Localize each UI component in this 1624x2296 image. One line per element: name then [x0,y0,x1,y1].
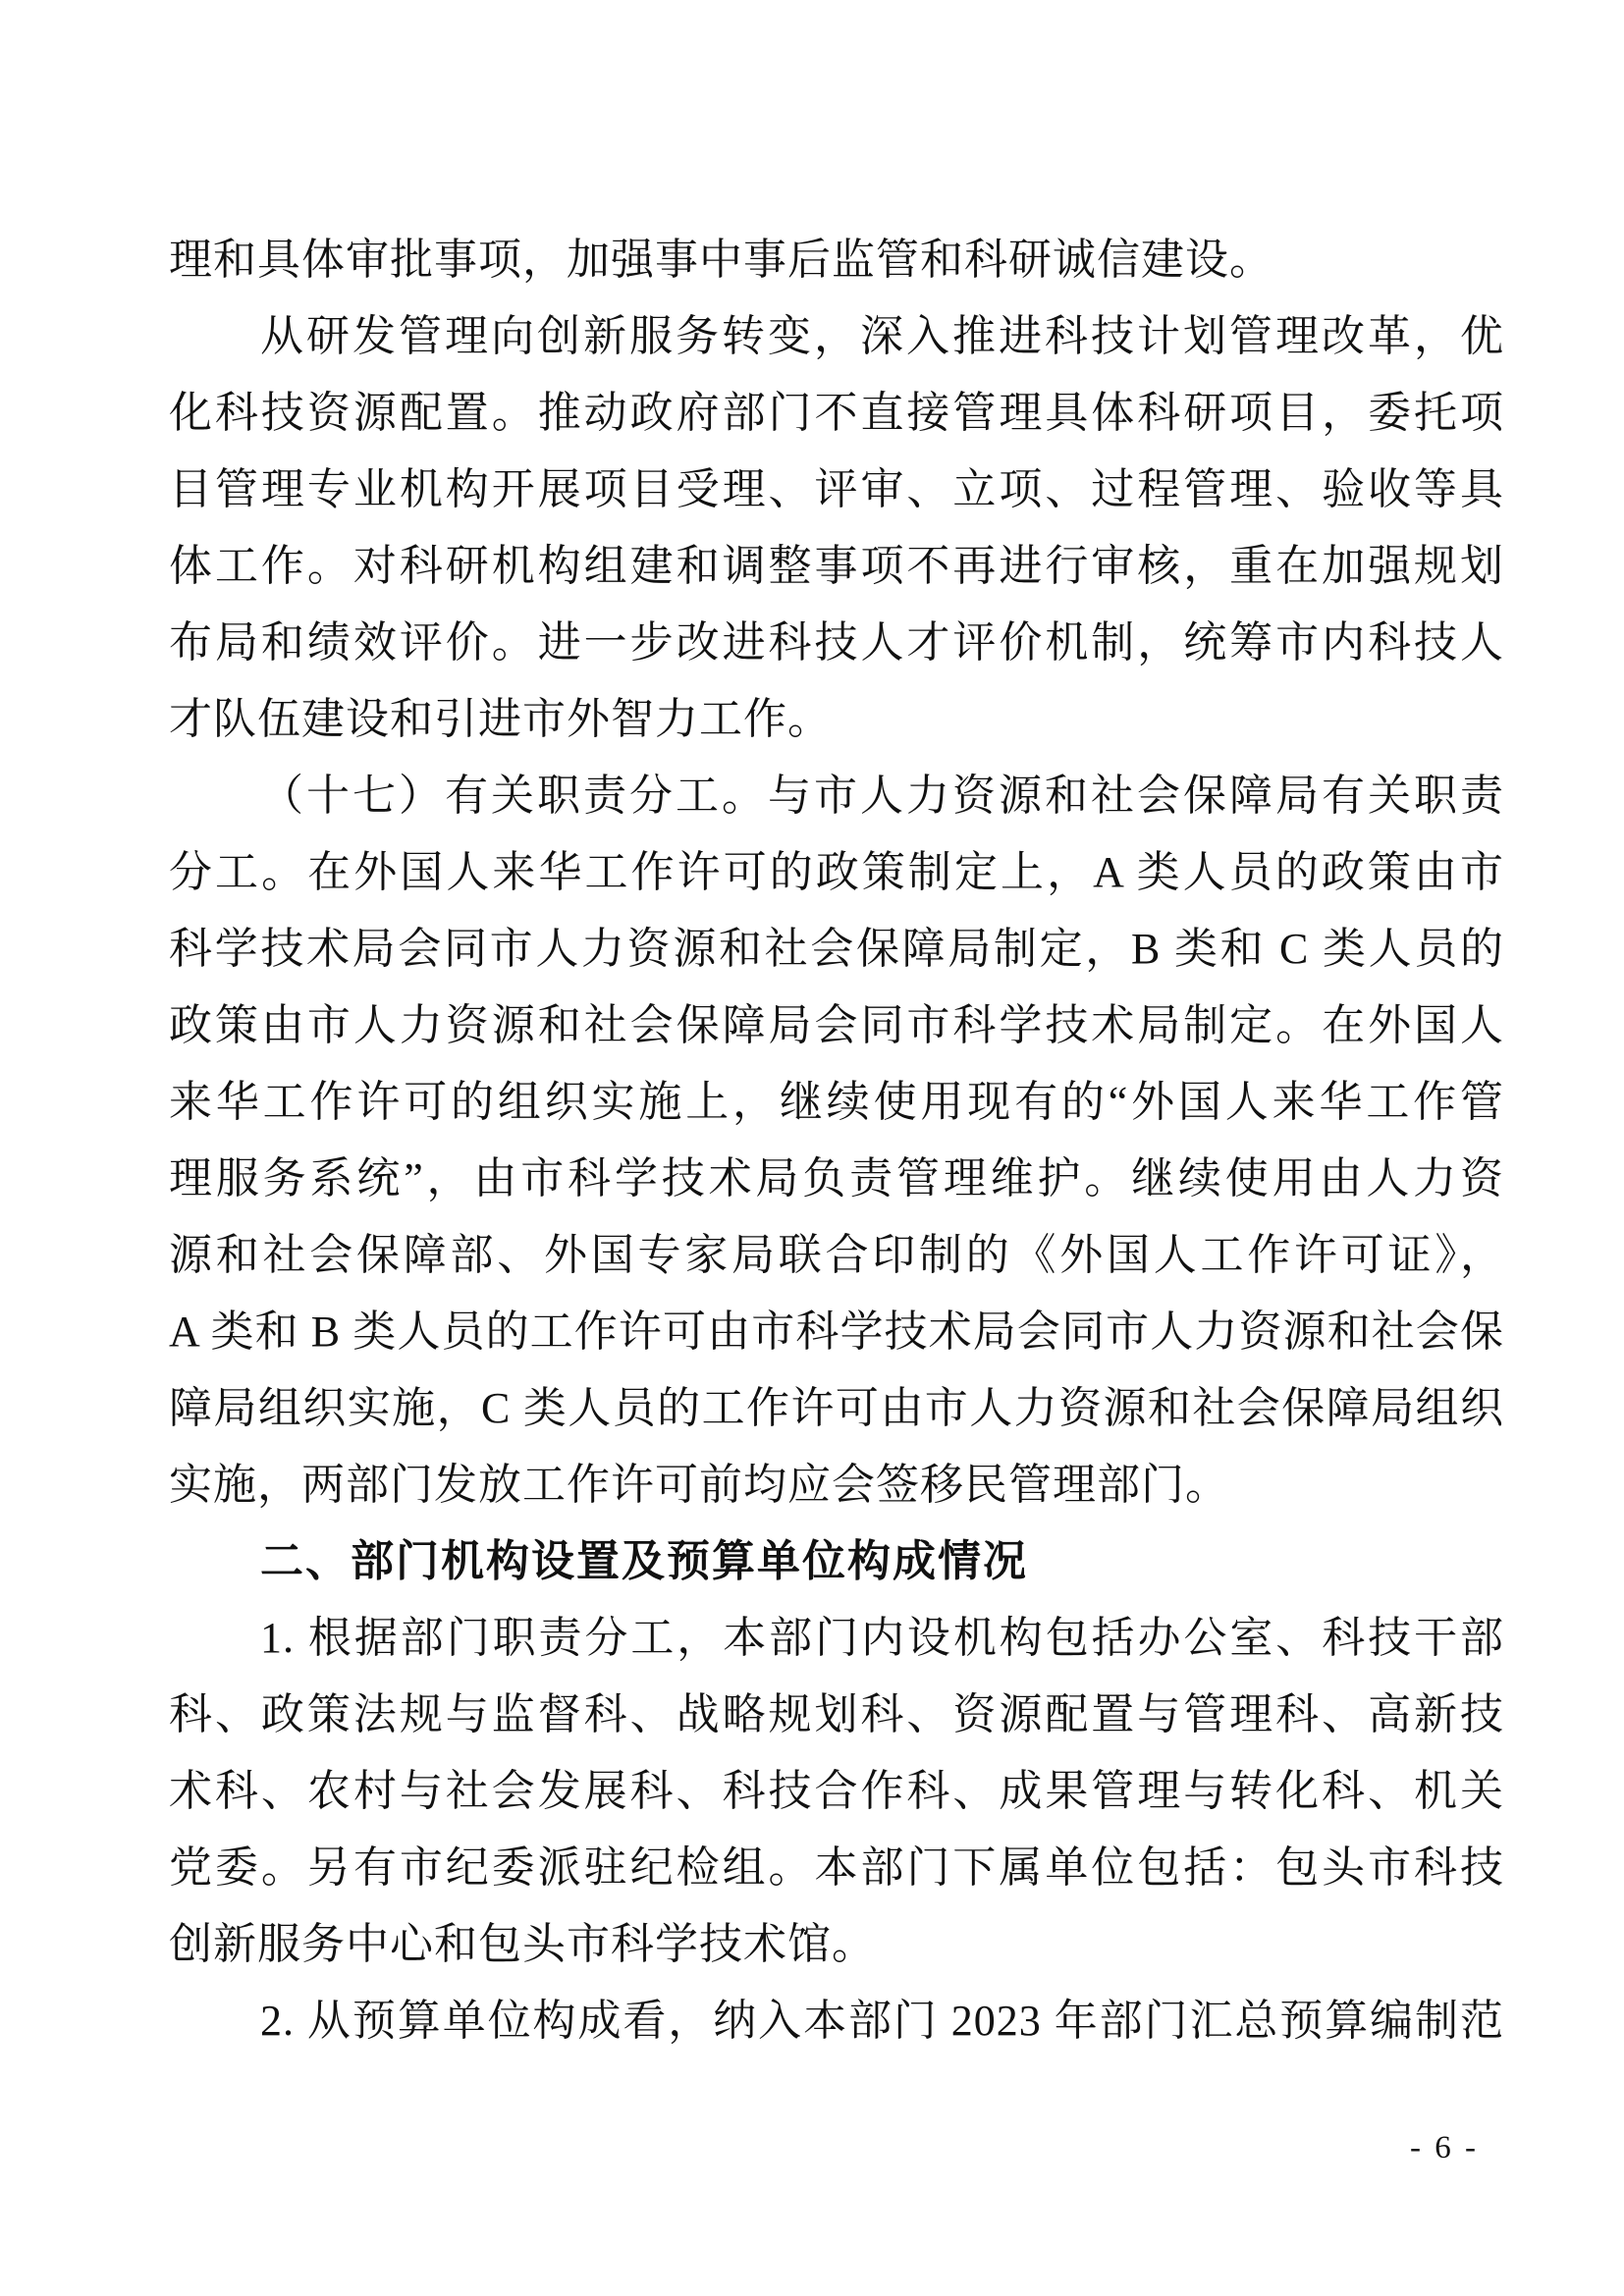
text-line: 实施，两部门发放工作许可前均应会签移民管理部门。 [169,1461,1229,1509]
text-line: 化科技资源配置。推动政府部门不直接管理具体科研项目，委托项 [169,389,1504,437]
text-line: 党委。另有市纪委派驻纪检组。本部门下属单位包括：包头市科技 [169,1843,1504,1892]
text-line: （十七）有关职责分工。与市人力资源和社会保障局有关职责 [260,772,1504,820]
text-line: 1. 根据部门职责分工，本部门内设机构包括办公室、科技干部 [260,1614,1504,1662]
text-line: 理服务系统”，由市科学技术局负责管理维护。继续使用由人力资 [169,1154,1504,1202]
text-line: 源和社会保障部、外国专家局联合印制的《外国人工作许可证》， [169,1231,1504,1279]
page-number: - 6 - [1410,2130,1479,2165]
text-line: 体工作。对科研机构组建和调整事项不再进行审核，重在加强规划 [169,542,1504,590]
body-text [169,222,1504,2059]
text-line: 目管理专业机构开展项目受理、评审、立项、过程管理、验收等具 [169,465,1504,513]
text-line: 障局组织实施，C 类人员的工作许可由市人力资源和社会保障局组织 [169,1384,1504,1432]
text-line: 创新服务中心和包头市科学技术馆。 [169,1920,876,1968]
text-line: A 类和 B 类人员的工作许可由市科学技术局会同市人力资源和社会保 [169,1308,1504,1356]
text-line: 理和具体审批事项，加强事中事后监管和科研诚信建设。 [169,236,1273,284]
text-line: 分工。在外国人来华工作许可的政策制定上，A 类人员的政策由市 [169,848,1504,896]
text-line: 才队伍建设和引进市外智力工作。 [169,695,832,743]
text-line: 术科、农村与社会发展科、科技合作科、成果管理与转化科、机关 [169,1767,1504,1815]
text-line: 来华工作许可的组织实施上，继续使用现有的“外国人来华工作管 [169,1078,1504,1126]
text-line: 从研发管理向创新服务转变，深入推进科技计划管理改革，优 [260,312,1504,360]
text-line: 科、政策法规与监督科、战略规划科、资源配置与管理科、高新技 [169,1690,1504,1738]
text-line: 政策由市人力资源和社会保障局会同市科学技术局制定。在外国人 [169,1001,1504,1049]
text-line: 2. 从预算单位构成看，纳入本部门 2023 年部门汇总预算编制范 [260,1997,1504,2045]
section-heading: 二、部门机构设置及预算单位构成情况 [260,1537,1028,1585]
text-line: 布局和绩效评价。进一步改进科技人才评价机制，统筹市内科技人 [169,618,1504,667]
text-line: 科学技术局会同市人力资源和社会保障局制定，B 类和 C 类人员的 [169,925,1504,973]
